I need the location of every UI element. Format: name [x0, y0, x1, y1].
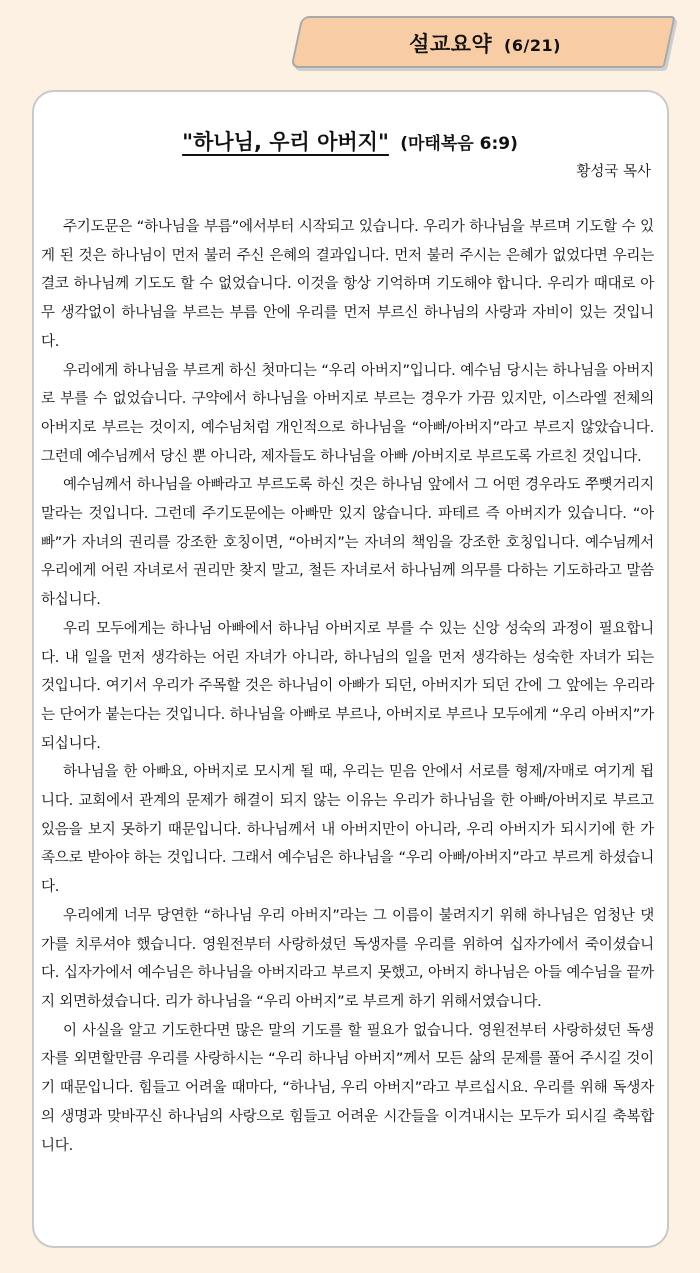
paragraph-1: 주기도문은 “하나님을 부름”에서부터 시작되고 있습니다. 우리가 하나님을 부르며 기도할 수 있게 된 것은 하나님이 먼저 불러 주신 은혜의 결과입니다. 먼저 불러 주시는 은혜가 없었다면 우리는 결코 하나님께 기도도 할 수 없었습니다. 이것을 항상 기억하며 기도해야 합니다. 우리가 때대로 아무 생각없이 하나님을 부르는 부름 안에 우리를 먼저 부르신 하나님의 사랑과 자비이 있는 것입니다. — [41, 219, 654, 350]
paragraph-6: 우리에게 너무 당연한 “하나님 우리 아버지”라는 그 이름이 불려지기 위해 하나님은 엄청난 댓가를 치루셔야 했습니다. 영원전부터 사랑하셨던 독생자를 우리를 위하여 십자가에서 죽이셨습니다. 십자가에서 예수님은 하나님을 아버지라고 부르지 못했고, 아버지 하나님은 아들 예수님을 끝까지 외면하셨습니다. 리가 하나님을 “우리 아버지”로 부르게 하기 위해서였습니다. — [41, 907, 654, 1010]
paragraph-4: 우리 모두에게는 하나님 아빠에서 하나님 아버지로 부를 수 있는 신앙 성숙의 과정이 필요합니다. 내 일을 먼저 생각하는 어린 자녀가 아니라, 하나님의 일을 먼저 생각하는 성숙한 자녀가 되는 것입니다. 여기서 우리가 주목할 것은 하나님이 아빠가 되던, 아버지가 되던 간에 그 앞에는 우리라는 단어가 붙는다는 것입니다. 하나님을 아빠로 부르나, 아버지로 부르나 모두에게 “우리 아버지”가 되십니다. — [41, 620, 654, 752]
header-date: (6/21) — [504, 36, 561, 55]
sermon-scripture: (마태복음 6:9) — [400, 134, 518, 154]
paragraph-2: 우리에게 하나님을 부르게 하신 첫마디는 “우리 아버지”입니다. 예수님 당시는 하나님을 아버지로 부를 수 없었습니다. 구약에서 하나님을 아버지로 부르는 경우가 가끔 있지만, 이스라엘 전체의 아버지로 부르는 것이지, 예수님처럼 개인적으로 하나님을 “아빠/아버지”라고 부르지 않았습니다. 그런데 예수님께서 당신 뿐 아니라, 제자들도 하나님을 아빠 /아버지로 부르도록 가르친 것입니다. — [41, 362, 654, 465]
sermon-title — [0, 126, 700, 156]
sermon-author: 황성국 목사 — [576, 164, 651, 180]
header-title — [300, 16, 670, 68]
paragraph-7: 이 사실을 알고 기도한다면 많은 말의 기도를 할 필요가 없습니다. 영원전부터 사랑하셨던 독생자를 외면할만큼 우리를 사랑하시는 “우리 하나님 아버지”께서 모든 삶의 문제를 풀어 주시길 것이기 때문입니다. 힘들고 어려울 때마다, “하나님, 우리 아버지”라고 부르십시요. 우리를 위해 독생자의 생명과 맞바꾸신 하나님의 사랑으로 힘들고 어려운 시간들을 이겨내시는 모두가 되시길 축복합니다. — [41, 1022, 654, 1154]
paragraph-3: 예수님께서 하나님을 아빠라고 부르도록 하신 것은 하나님 앞에서 그 어떤 경우라도 쭈뼛거리지 말라는 것입니다. 그런데 주기도문에는 아빠만 있지 않습니다. 파테르 즉 아버지가 있습니다. “아빠”가 자녀의 권리를 강조한 호칭이면, “아버지”는 자녀의 책임을 강조한 호칭입니다. 예수님께서 우리에게 어린 자녀로서 권리만 찾지 말고, 철든 자녀로서 하나님께 의무를 다하는 기도하라고 말씀하십니다. — [41, 477, 654, 609]
paragraph-5: 하나님을 한 아빠요, 아버지로 모시게 될 때, 우리는 믿음 안에서 서로를 형제/자매로 여기게 됩니다. 교회에서 관계의 문제가 해결이 되지 않는 이유는 우리가 하나님을 한 아빠/아버지로 부르고 있음을 보지 못하기 때문입니다. 하나님께서 내 아버지만이 아니라, 우리 아버지가 되시기에 한 가족으로 받아야 하는 것입니다. 그래서 예수님은 하나님을 “우리 아빠/아버지”라고 부르게 하셨습니다. — [41, 764, 654, 896]
sermon-body — [41, 213, 654, 1160]
header-title-text: 설교요약 — [409, 32, 493, 56]
sermon-title-text: "하나님, 우리 아버지" — [182, 130, 389, 154]
